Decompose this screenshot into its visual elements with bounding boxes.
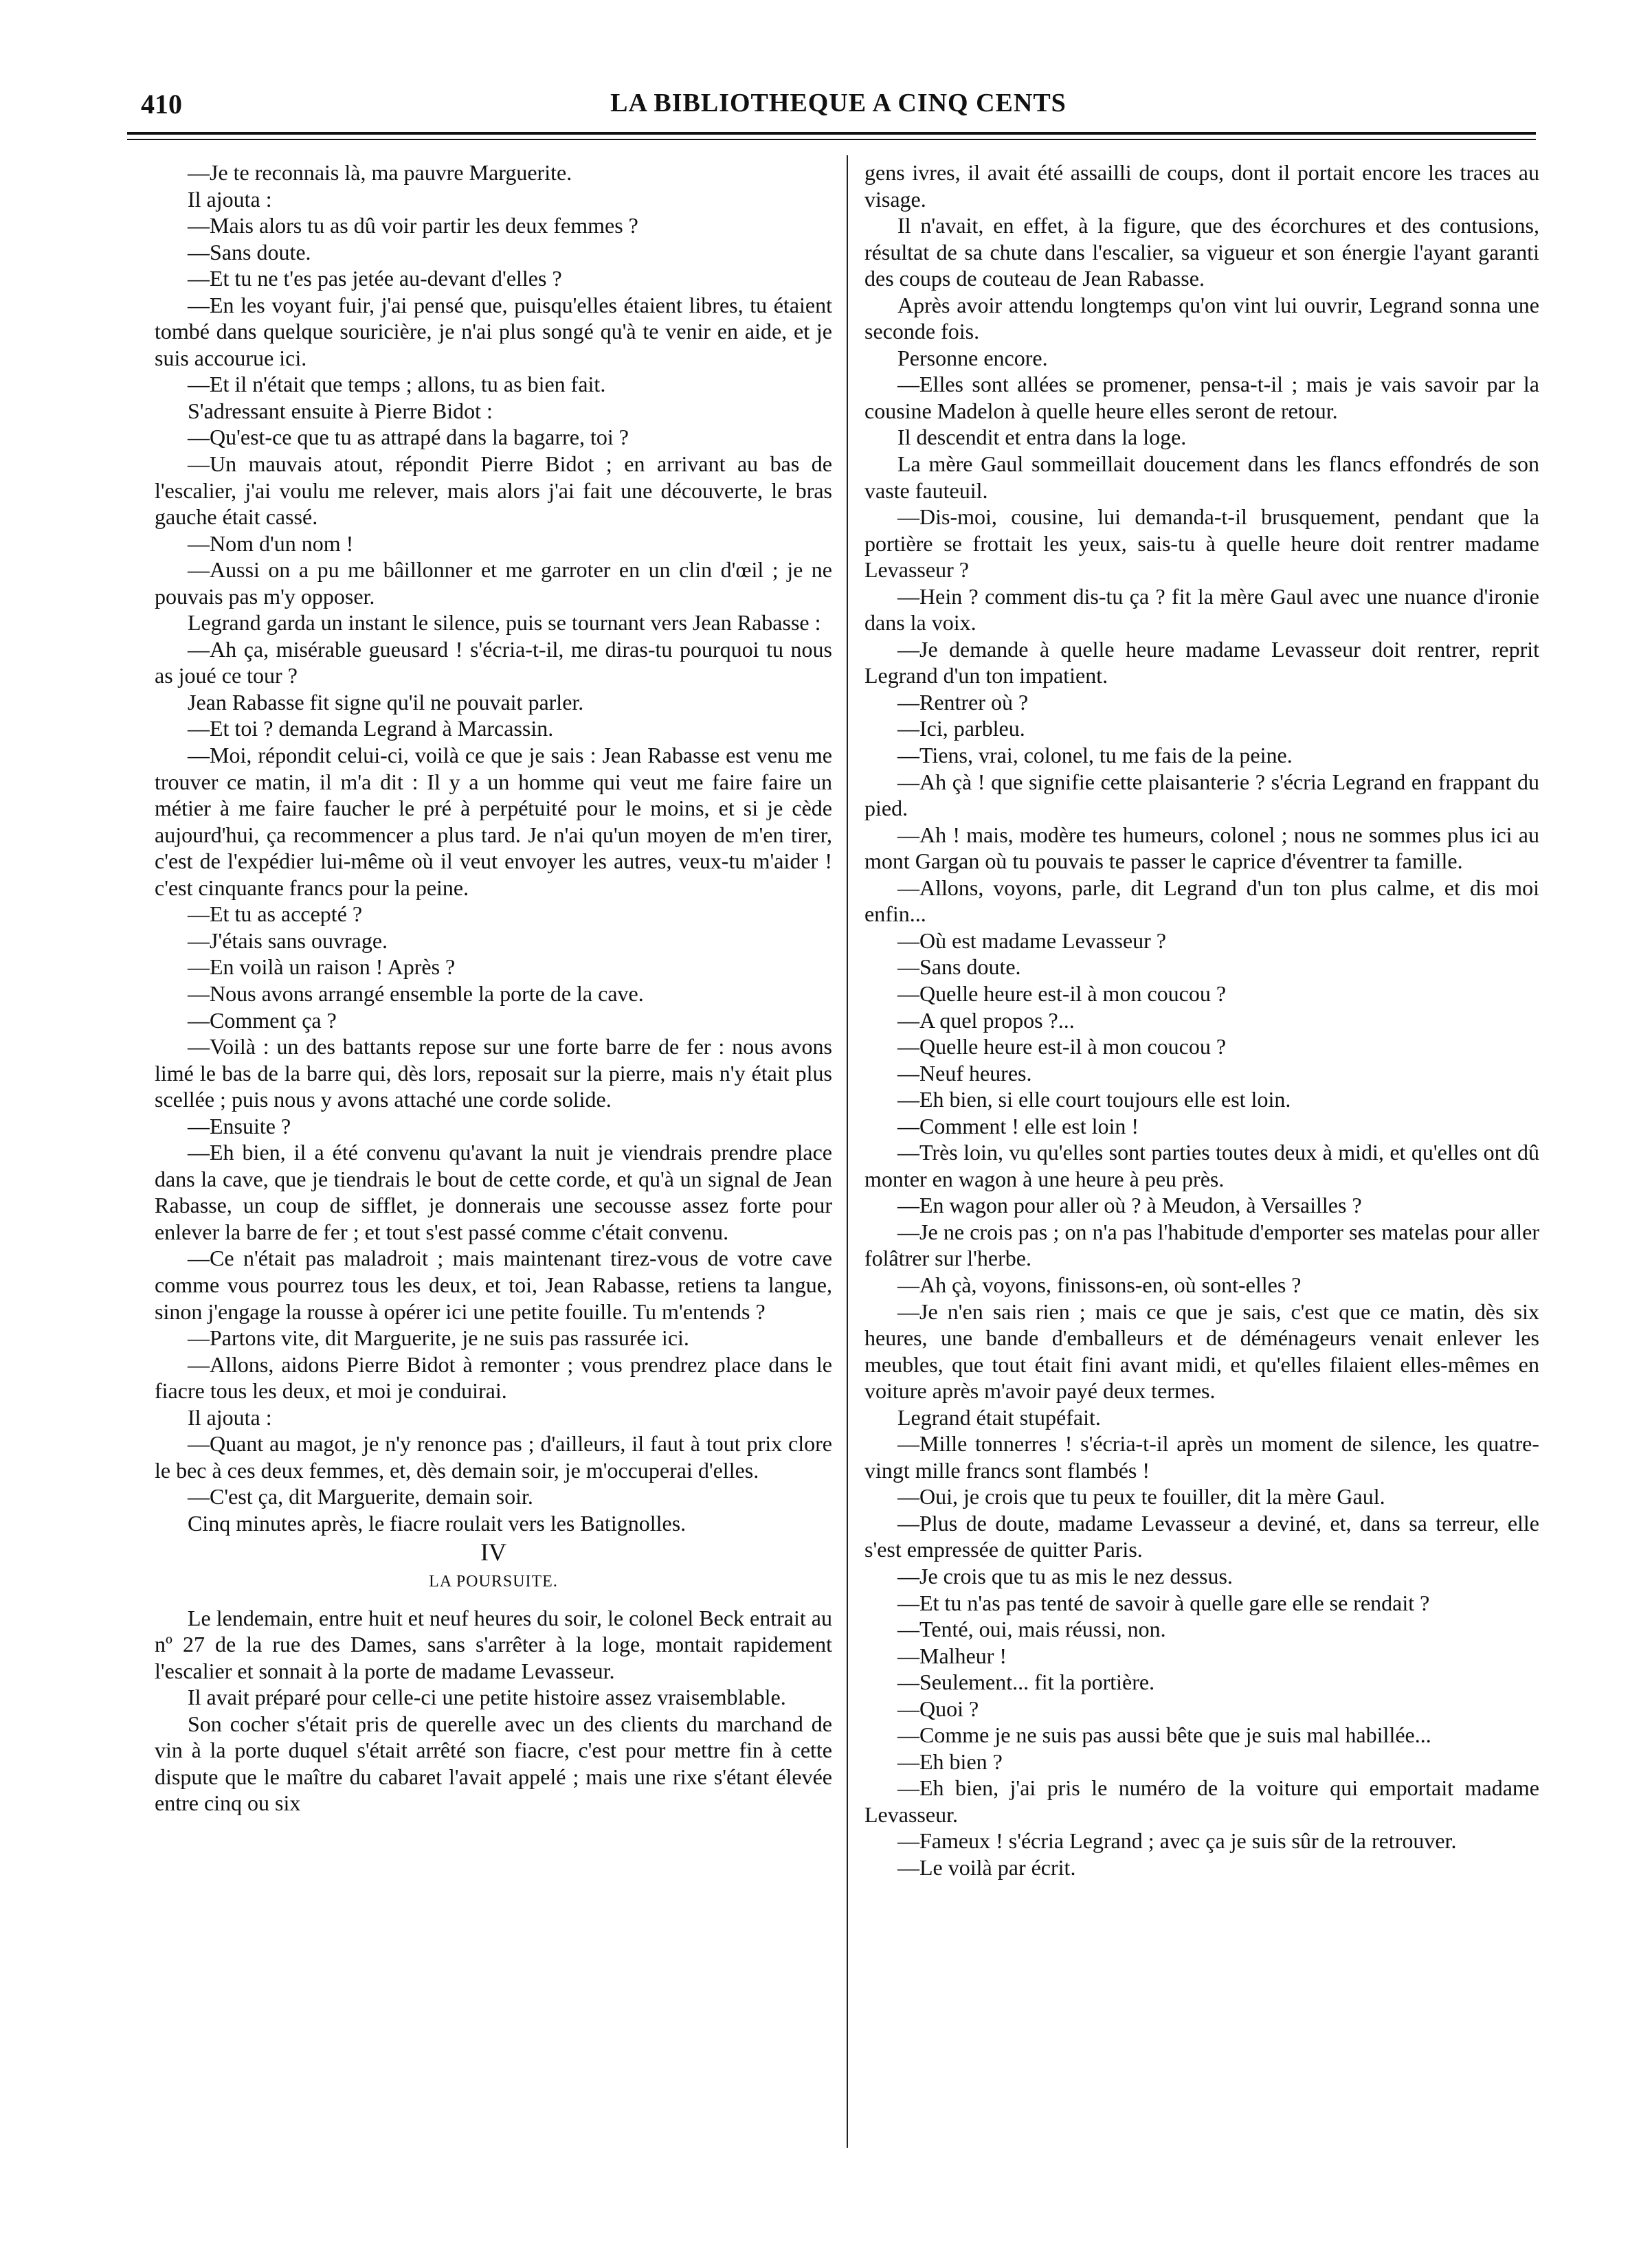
right-column xyxy=(864,159,1539,1881)
paragraph: —Comment ça ? xyxy=(188,1007,337,1033)
paragraph: Il ajouta : xyxy=(188,1404,272,1430)
paragraph: —Malheur ! xyxy=(897,1643,1007,1668)
left-column-text xyxy=(155,159,832,1536)
paragraph: —Tiens, vrai, colonel, tu me fais de la peine. xyxy=(897,743,1293,768)
paragraph: —Partons vite, dit Marguerite, je ne suis pas rassurée ici. xyxy=(188,1325,689,1351)
paragraph: —Nom d'un nom ! xyxy=(188,530,354,556)
paragraph: —En wagon pour aller où ? à Meudon, à Versailles ? xyxy=(897,1193,1362,1218)
paragraph: —Aussi on a pu me bâillonner et me garroter en un clin d'œil ; je ne pouvais pas m'y opposer. xyxy=(155,557,832,609)
paragraph: —Tenté, oui, mais réussi, non. xyxy=(897,1617,1166,1642)
paragraph: —Allons, aidons Pierre Bidot à remonter ; vous prendrez place dans le fiacre tous les deux, et moi je conduirai. xyxy=(155,1351,832,1404)
right-column-text xyxy=(864,159,1539,1881)
paragraph: —Sans doute. xyxy=(897,954,1021,980)
paragraph: —Plus de doute, madame Levasseur a deviné, et, dans sa terreur, elle s'est empressée de quitter Paris. xyxy=(864,1510,1539,1562)
running-title: LA BIBLIOTHEQUE A CINQ CENTS xyxy=(610,89,1067,117)
paragraph: —Très loin, vu qu'elles sont parties toutes deux à midi, et qu'elles ont dû monter en wagon à une heure à peu près. xyxy=(864,1140,1539,1191)
column-divider xyxy=(847,155,848,2148)
paragraph: —Dis-moi, cousine, lui demanda-t-il brusquement, pendant que la portière se frottait les yeux, sais-tu à quelle heure doit rentrer madame Levasseur ? xyxy=(864,504,1539,583)
paragraph: —Rentrer où ? xyxy=(897,689,1029,715)
paragraph: Son cocher s'était pris de querelle avec un des clients du marchand de vin à la porte duquel s'était arrêté son fiacre, c'est pour mettre fin à cette dispute que le maître du cabaret l'avait appelé ; mais une rixe s'étant élevée entre cinq ou six xyxy=(155,1711,832,1816)
header-rule-thin xyxy=(127,139,1536,140)
paragraph: Cinq minutes après, le fiacre roulait vers les Batignolles. xyxy=(188,1510,687,1536)
paragraph: —J'étais sans ouvrage. xyxy=(188,928,388,953)
paragraph: —Ah ! mais, modère tes humeurs, colonel ; nous ne sommes plus ici au mont Gargan où tu pouvais te passer le caprice d'éventrer ta famille. xyxy=(864,822,1539,874)
paragraph: Legrand était stupéfait. xyxy=(897,1404,1101,1430)
paragraph: —Ce n'était pas maladroit ; mais maintenant tirez-vous de votre cave comme vous pourrez tous les deux, et toi, Jean Rabasse, retiens ta langue, sinon j'engage la rousse à opérer ici une petite fouille. Tu m'entends ? xyxy=(155,1246,832,1324)
paragraph: —Je te reconnais là, ma pauvre Marguerite. xyxy=(188,160,572,185)
chapter-number: IV xyxy=(480,1538,506,1567)
paragraph: —Mais alors tu as dû voir partir les deux femmes ? xyxy=(188,213,638,238)
paragraph: —Et tu n'as pas tenté de savoir à quelle gare elle se rendait ? xyxy=(897,1590,1430,1615)
paragraph: Personne encore. xyxy=(897,345,1048,370)
page-number: 410 xyxy=(141,89,182,120)
paragraph: —Quant au magot, je n'y renonce pas ; d'ailleurs, il faut à tout prix clore le bec à ces deux femmes, et, dès demain soir, je m'occuperai d'elles. xyxy=(155,1431,832,1483)
paragraph: —Elles sont allées se promener, pensa-t-il ; mais je vais savoir par la cousine Madelon à quelle heure elles seront de retour. xyxy=(864,372,1539,423)
paragraph: gens ivres, il avait été assailli de coups, dont il portait encore les traces au visage. xyxy=(864,160,1539,212)
paragraph: —Eh bien, il a été convenu qu'avant la nuit je viendrais prendre place dans la cave, que je tiendrais le bout de cette corde, et qu'à un signal de Jean Rabasse, un coup de sifflet, je donnerais une secousse assez forte pour enlever la barre de fer ; et tout s'est passé comme c'était convenu. xyxy=(155,1140,832,1244)
paragraph: S'adressant ensuite à Pierre Bidot : xyxy=(188,398,493,423)
paragraph: —Ah çà ! que signifie cette plaisanterie ? s'écria Legrand en frappant du pied. xyxy=(864,769,1539,821)
paragraph: —Je demande à quelle heure madame Levasseur doit rentrer, reprit Legrand d'un ton impatient. xyxy=(864,636,1539,688)
paragraph: —Ah çà, voyons, finissons-en, où sont-elles ? xyxy=(897,1272,1302,1297)
paragraph: —Ah ça, misérable gueusard ! s'écria-t-il, me diras-tu pourquoi tu nous as joué ce tour ? xyxy=(155,636,832,688)
paragraph: —Hein ? comment dis-tu ça ? fit la mère Gaul avec une nuance d'ironie dans la voix. xyxy=(864,583,1539,636)
header-rule xyxy=(127,132,1536,135)
page-header xyxy=(141,88,1536,129)
paragraph: —Le voilà par écrit. xyxy=(897,1855,1076,1880)
paragraph: Le lendemain, entre huit et neuf heures du soir, le colonel Beck entrait au nº 27 de la rue des Dames, sans s'arrêter à la loge, montait rapidement l'escalier et sonnait à la porte de madame Levasseur. xyxy=(155,1605,832,1683)
paragraph: —A quel propos ?... xyxy=(897,1007,1075,1033)
paragraph: —Oui, je crois que tu peux te fouiller, dit la mère Gaul. xyxy=(897,1484,1385,1509)
paragraph: —Et tu as accepté ? xyxy=(188,901,363,927)
paragraph: —Je ne crois pas ; on n'a pas l'habitude d'emporter ses matelas pour aller folâtrer sur l'herbe. xyxy=(864,1219,1539,1271)
left-column xyxy=(155,159,832,1817)
paragraph: Il n'avait, en effet, à la figure, que des écorchures et des contusions, résultat de sa chute dans l'escalier, sa vigueur et son énergie l'ayant garanti des coups de couteau de Jean Rabasse. xyxy=(864,213,1539,291)
paragraph: —Je n'en sais rien ; mais ce que je sais, c'est que ce matin, dès six heures, une bande d'emballeurs et de déménageurs venait enlever les meubles, que tout était fini avant midi, et qu'elles filaient elles-mêmes en voiture après m'avoir payé deux termes. xyxy=(864,1299,1539,1404)
paragraph: —C'est ça, dit Marguerite, demain soir. xyxy=(188,1484,533,1509)
paragraph: —Et il n'était que temps ; allons, tu as bien fait. xyxy=(188,372,606,397)
paragraph: —Allons, voyons, parle, dit Legrand d'un ton plus calme, et dis moi enfin... xyxy=(864,875,1539,927)
paragraph: Legrand garda un instant le silence, puis se tournant vers Jean Rabasse : xyxy=(188,610,821,636)
paragraph: —En voilà un raison ! Après ? xyxy=(188,954,456,980)
paragraph: —Neuf heures. xyxy=(897,1060,1032,1086)
paragraph: —Quelle heure est-il à mon coucou ? xyxy=(897,980,1227,1006)
paragraph: Il descendit et entra dans la loge. xyxy=(897,425,1187,450)
paragraph: —Et tu ne t'es pas jetée au-devant d'elles ? xyxy=(188,266,562,291)
chapter-title: LA POURSUITE. xyxy=(429,1572,558,1591)
paragraph: —Ensuite ? xyxy=(188,1113,291,1138)
paragraph: La mère Gaul sommeillait doucement dans les flancs effondrés de son vaste fauteuil. xyxy=(864,451,1539,503)
paragraph: —Fameux ! s'écria Legrand ; avec ça je suis sûr de la retrouver. xyxy=(897,1828,1457,1854)
paragraph: —Eh bien, j'ai pris le numéro de la voiture qui emportait madame Levasseur. xyxy=(864,1775,1539,1827)
paragraph: —Comment ! elle est loin ! xyxy=(897,1113,1139,1138)
paragraph: —Et toi ? demanda Legrand à Marcassin. xyxy=(188,716,554,741)
paragraph: —Je crois que tu as mis le nez dessus. xyxy=(897,1563,1233,1588)
paragraph: —Quelle heure est-il à mon coucou ? xyxy=(897,1034,1227,1059)
paragraph: —Eh bien, si elle court toujours elle est loin. xyxy=(897,1087,1291,1112)
paragraph: —Comme je ne suis pas aussi bête que je suis mal habillée... xyxy=(897,1722,1431,1748)
paragraph: —Seulement... fit la portière. xyxy=(897,1670,1155,1695)
paragraph: —Où est madame Levasseur ? xyxy=(897,928,1166,953)
paragraph: —Eh bien ? xyxy=(897,1749,1003,1774)
paragraph: —Qu'est-ce que tu as attrapé dans la bagarre, toi ? xyxy=(188,425,629,450)
paragraph: —Quoi ? xyxy=(897,1696,979,1721)
paragraph: —Moi, répondit celui-ci, voilà ce que je sais : Jean Rabasse est venu me trouver ce matin, il m'a dit : Il y a un homme qui veut me faire faire un métier à me faire faucher le pré à perpétuité pour le moins, et si je cède aujourd'hui, ça recommencer a plus tard. Je n'ai qu'un moyen de m'en tirer, c'est de l'expédier lui-même où il veut envoyer les autres, veux-tu m'aider ! c'est cinquante francs pour la peine. xyxy=(155,743,832,900)
paragraph: —Mille tonnerres ! s'écria-t-il après un moment de silence, les quatre-vingt mille francs sont flambés ! xyxy=(864,1431,1539,1483)
paragraph: Il ajouta : xyxy=(188,186,272,212)
paragraph: Il avait préparé pour celle-ci une petite histoire assez vraisemblable. xyxy=(188,1685,786,1710)
paragraph: —Ici, parbleu. xyxy=(897,716,1025,741)
paragraph: —En les voyant fuir, j'ai pensé que, puisqu'elles étaient libres, tu étaient tombé dans quelque souricière, je n'ai plus songé qu'à te venir en aide, et je suis accourue ici. xyxy=(155,292,832,370)
paragraph: —Un mauvais atout, répondit Pierre Bidot ; en arrivant au bas de l'escalier, j'ai voulu me relever, mais alors j'ai fait une découverte, le bras gauche était cassé. xyxy=(155,451,832,530)
paragraph: —Sans doute. xyxy=(188,239,311,265)
paragraph: Jean Rabasse fit signe qu'il ne pouvait parler. xyxy=(188,689,584,715)
paragraph: —Voilà : un des battants repose sur une forte barre de fer : nous avons limé le bas de la barre qui, dès lors, reposait sur la pierre, mais n'y était plus scellée ; puis nous y avons attaché une corde solide. xyxy=(155,1034,832,1112)
paragraph: —Nous avons arrangé ensemble la porte de la cave. xyxy=(188,980,644,1006)
paragraph: Après avoir attendu longtemps qu'on vint lui ouvrir, Legrand sonna une seconde fois. xyxy=(864,292,1539,344)
left-column-text-after xyxy=(155,1605,832,1817)
